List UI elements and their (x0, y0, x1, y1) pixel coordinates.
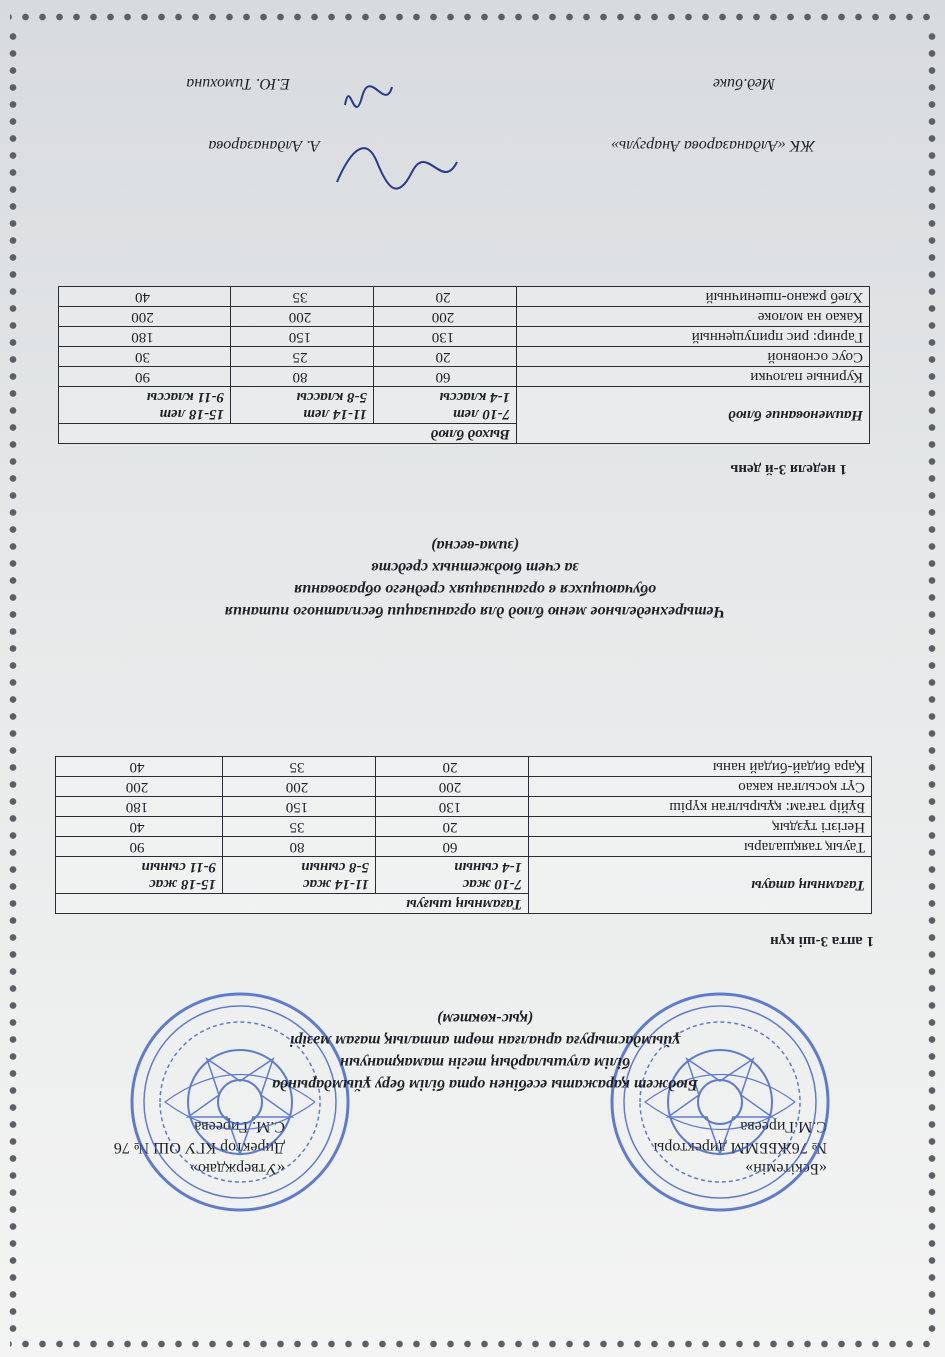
portion-value: 150 (231, 327, 374, 347)
portion-value: 35 (223, 757, 376, 777)
portion-value: 80 (223, 837, 376, 857)
age-years: 11-14 жас (302, 876, 369, 892)
table-header-row (59, 424, 870, 444)
dish-name: Сүт қосылған какао (529, 777, 872, 797)
portion-value: 200 (223, 777, 376, 797)
col-header-dish: Наименование блюд (517, 387, 870, 444)
age-years: 11-14 лет (303, 406, 367, 422)
approval-ru-line: «Утверждаю» (189, 1160, 285, 1177)
portion-value: 180 (56, 797, 223, 817)
age-group (376, 857, 529, 894)
portion-value: 35 (223, 817, 376, 837)
age-years: 15-18 жас (149, 876, 216, 892)
ru-title-line: за счет бюджетных средств (371, 559, 579, 576)
table-row (59, 347, 870, 367)
dish-name: Соус основной (517, 347, 870, 367)
ru-week-day: 1 неделя 3-й день (730, 461, 847, 477)
table-row (56, 837, 872, 857)
dish-name: Қара бидай-бидай наны (529, 757, 872, 777)
table-row (56, 777, 872, 797)
age-grades: 1-4 сынып (454, 859, 522, 875)
dish-name: Бұйір тағам: құырылған күріш (529, 797, 872, 817)
nurse-signature (340, 62, 400, 117)
perforation-top (10, 1337, 935, 1351)
age-years: 15-18 лет (159, 406, 224, 422)
portion-value: 25 (231, 347, 374, 367)
ru-menu-title (95, 534, 855, 622)
portion-value: 130 (376, 797, 529, 817)
age-grades: 5-8 сынып (301, 859, 369, 875)
col-header-output: Выход блюд (59, 424, 517, 444)
portion-value: 130 (374, 327, 517, 347)
portion-value: 180 (59, 327, 231, 347)
kz-title-line: білім алушылардың тегін тамақтануын (340, 1054, 630, 1071)
table-row (56, 817, 872, 837)
portion-value: 80 (231, 367, 374, 387)
kz-title-season: (қыс-көктем) (436, 1010, 534, 1027)
portion-value: 60 (376, 837, 529, 857)
dish-name: Какао на молоке (517, 307, 870, 327)
portion-value: 90 (56, 837, 223, 857)
ru-title-line: Четырехнедельное меню блюд для организации бесплатного питания (224, 603, 726, 620)
supplier-organization: ЖК «Алданазарова Анаргуль» (610, 137, 815, 154)
approval-kz-line: С.М.Гиреева (740, 1118, 827, 1135)
dish-name: Хлеб ржано-пшеничный (517, 287, 870, 307)
age-group (223, 857, 376, 894)
age-group (231, 387, 374, 424)
supplier-name: А. Алданазарова (208, 137, 320, 154)
portion-value: 200 (231, 307, 374, 327)
dish-name: Негізгі тұздық (529, 817, 872, 837)
kz-week-day: 1 апта 3-ші күн (770, 933, 874, 949)
ru-menu-table (58, 286, 870, 444)
portion-value: 150 (223, 797, 376, 817)
table-header-row (56, 894, 872, 914)
portion-value: 35 (231, 287, 374, 307)
dish-name: Тауық таяқшалары (529, 837, 872, 857)
ru-title-line: обучающихся в организациях среднего образования (294, 581, 656, 598)
age-grades: 5-8 классы (296, 389, 367, 405)
age-group (374, 387, 517, 424)
portion-value: 200 (374, 307, 517, 327)
age-grades: 9-11 сынып (141, 859, 216, 875)
kz-title-line: Бюджет қаражаты есебінен орта білім беру ұйымдарында (272, 1076, 698, 1093)
approval-kz-line: «Бекітемін» (745, 1160, 827, 1177)
perforation-bottom (10, 10, 935, 24)
table-row (59, 367, 870, 387)
nurse-name: Е.Ю. Тимохина (186, 75, 290, 92)
age-years: 7-10 лет (452, 406, 510, 422)
age-group (59, 387, 231, 424)
age-group (56, 857, 223, 894)
portion-value: 90 (59, 367, 231, 387)
dish-name: Гарнир: рис припущенный (517, 327, 870, 347)
portion-value: 200 (59, 307, 231, 327)
supplier-signature (327, 137, 467, 197)
kz-menu-table (55, 756, 872, 914)
portion-value: 30 (59, 347, 231, 367)
age-grades: 1-4 классы (439, 389, 510, 405)
approval-ru-line: С.М. Гиреева (194, 1118, 285, 1135)
kz-menu-title (105, 1007, 865, 1095)
portion-value: 40 (56, 817, 223, 837)
portion-value: 20 (376, 817, 529, 837)
portion-value: 40 (56, 757, 223, 777)
col-header-output: Тағамның шығуы (56, 894, 529, 914)
table-row (59, 327, 870, 347)
dish-name: Куриные палочки (517, 367, 870, 387)
col-header-dish: Тағамның атауы (529, 857, 872, 914)
perforation-right (6, 24, 20, 1337)
table-row (59, 307, 870, 327)
kz-title-line: ұйымдастыруға арналған төрт апталық тағам мәзірі (289, 1032, 681, 1049)
portion-value: 60 (374, 367, 517, 387)
portion-value: 40 (59, 287, 231, 307)
portion-value: 200 (56, 777, 223, 797)
portion-value: 200 (376, 777, 529, 797)
table-row (56, 797, 872, 817)
ru-title-season: (зима-весна) (431, 537, 519, 554)
portion-value: 20 (374, 347, 517, 367)
portion-value: 20 (374, 287, 517, 307)
nurse-title: Мед.бике (712, 75, 775, 92)
table-row (56, 757, 872, 777)
portion-value: 20 (376, 757, 529, 777)
perforation-left (925, 24, 939, 1337)
age-grades: 9-11 классы (146, 389, 224, 405)
approval-kz-line: № 76ЖББММ директоры (653, 1139, 827, 1156)
table-row (59, 287, 870, 307)
approval-ru-line: Директор КГУ ОШ № 76 (113, 1139, 285, 1156)
age-years: 7-10 жас (462, 876, 522, 892)
